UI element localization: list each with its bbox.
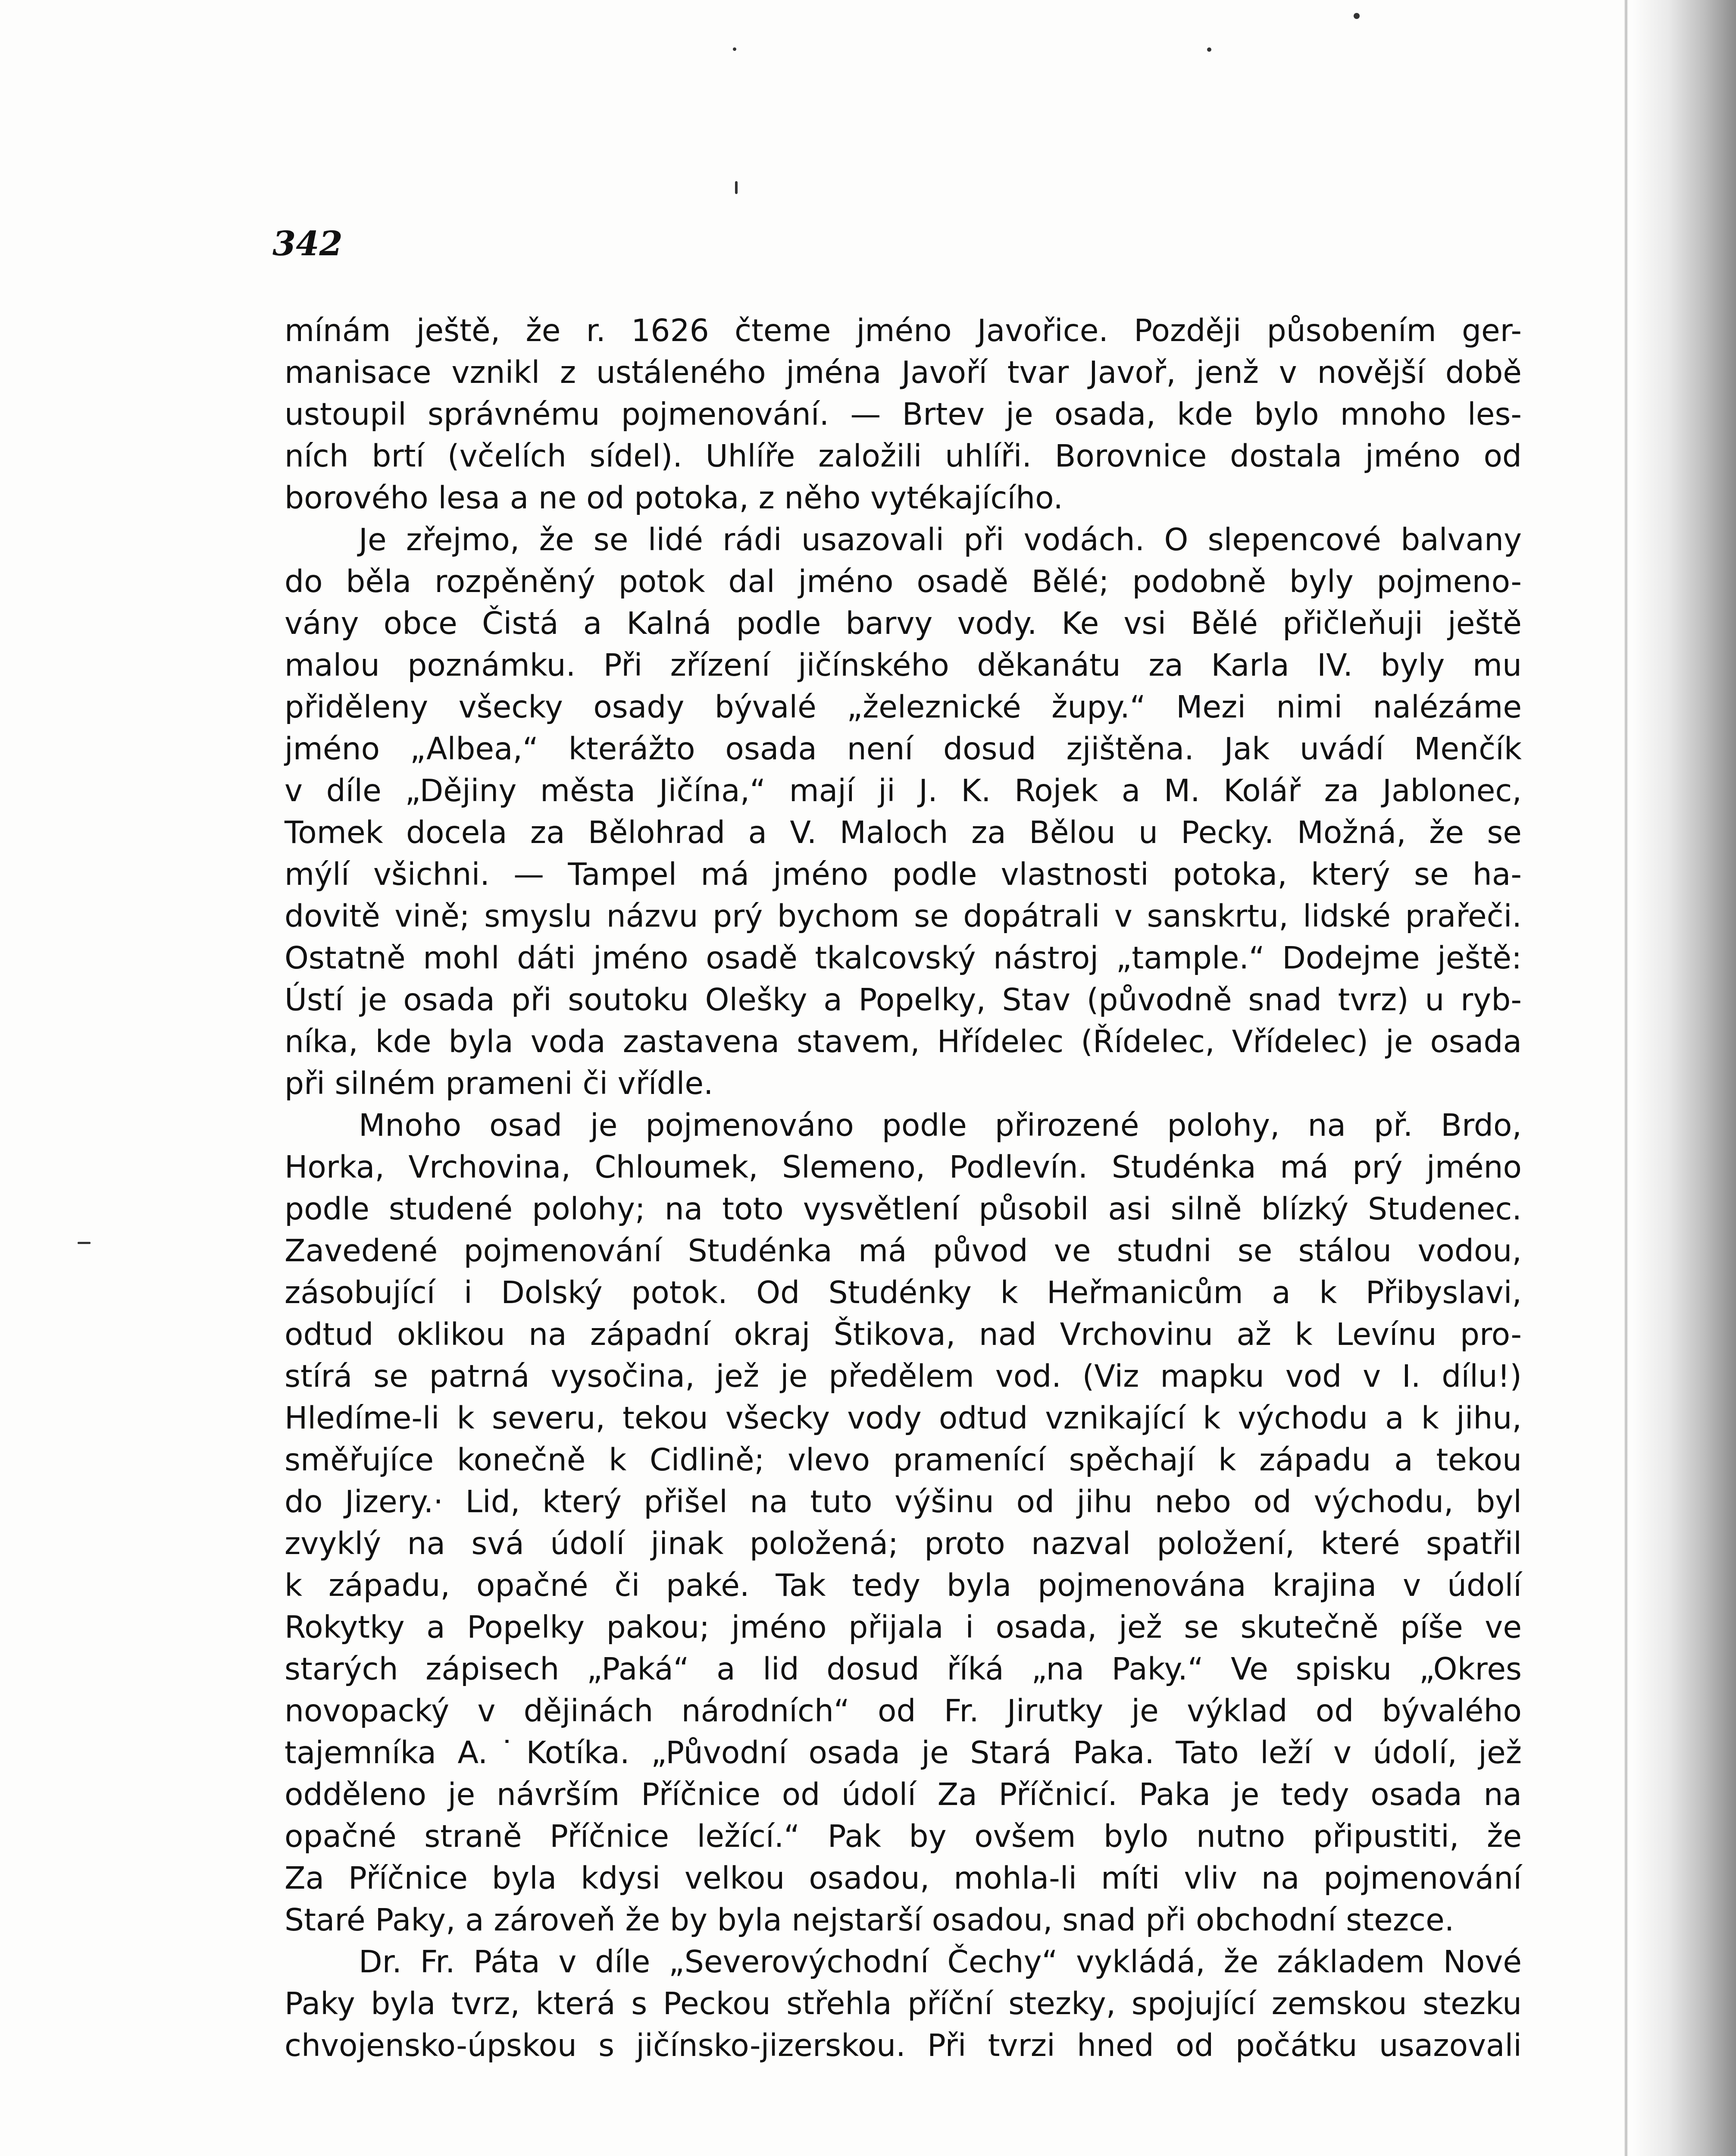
body-text [285, 310, 1522, 2066]
text-line: novopacký v dějinách národních“ od Fr. Jirutky je výklad od bývalého [285, 1693, 1522, 1729]
text-line: Dr. Fr. Páta v díle „Severovýchodní Čechy“ vykládá, že základem Nové [359, 1944, 1522, 1980]
text-line: tajemníka A.˙Kotíka. „Původní osada je Stará Paka. Tato leží v údolí, jež [285, 1735, 1522, 1771]
text-line: chvojensko-úpskou s jičínsko-jizerskou. Při tvrzi hned od počátku usazovali [285, 2028, 1522, 2063]
text-line: manisace vznikl z ustáleného jména Javoří tvar Javoř, jenž v novější době [285, 354, 1522, 390]
text-line: stírá se patrná vysočina, jež je předělem vod. (Viz mapku vod v I. dílu!) [285, 1358, 1522, 1394]
text-line: v díle „Dějiny města Jičína,“ mají ji J. K. Rojek a M. Kolář za Jablonec, [285, 773, 1522, 808]
text-line: přiděleny všecky osady bývalé „železnické župy.“ Mezi nimi nalézáme [285, 689, 1522, 725]
scan-speck [733, 47, 736, 51]
text-line: malou poznámku. Při zřízení jičínského děkanátu za Karla IV. byly mu [285, 647, 1522, 683]
text-line: Za Příčnice byla kdysi velkou osadou, mohla-li míti vliv na pojmenování [285, 1860, 1522, 1896]
text-line: Je zřejmo, že se lidé rádi usazovali při vodách. O slepencové balvany [359, 522, 1522, 558]
text-line: do Jizery.· Lid, který přišel na tuto výšinu od jihu nebo od východu, byl [285, 1484, 1522, 1520]
text-line: Ostatně mohl dáti jméno osadě tkalcovský nástroj „tample.“ Dodejme ještě: [285, 940, 1522, 976]
text-line: borového lesa a ne od potoka, z něho vytékajícího. [285, 480, 1063, 516]
text-line: zásobující i Dolský potok. Od Studénky k Heřmanicům a k Přibyslavi, [285, 1275, 1522, 1310]
scan-speck [735, 181, 738, 194]
text-line: odděleno je návrším Příčnice od údolí Za Příčnicí. Paka je tedy osada na [285, 1777, 1522, 1812]
page-number: 342 [272, 224, 343, 263]
text-line: jméno „Albea,“ kterážto osada není dosud zjištěna. Jak uvádí Menčík [285, 731, 1522, 767]
text-line: Tomek docela za Bělohrad a V. Maloch za Bělou u Pecky. Možná, že se [285, 815, 1522, 850]
text-line: při silném prameni či vřídle. [285, 1065, 713, 1101]
text-line: Mnoho osad je pojmenováno podle přirozené polohy, na př. Brdo, [359, 1107, 1522, 1143]
scan-speck [1207, 47, 1211, 52]
text-line: starých zápisech „Paká“ a lid dosud říká „na Paky.“ Ve spisku „Okres [285, 1651, 1522, 1687]
text-line: níka, kde byla voda zastavena stavem, Hřídelec (Řídelec, Vřídelec) je osada [285, 1024, 1522, 1059]
page-fold-line [1624, 0, 1628, 2156]
page-edge-shadow [1633, 0, 1736, 2156]
text-line: Horka, Vrchovina, Chloumek, Slemeno, Podlevín. Studénka má prý jméno [285, 1149, 1522, 1185]
text-line: Hledíme-li k severu, tekou všecky vody odtud vznikající k východu a k jihu, [285, 1400, 1522, 1436]
text-line: do běla rozpěněný potok dal jméno osadě Bělé; podobně byly pojmeno- [285, 564, 1522, 599]
scan-speck [78, 1242, 91, 1244]
text-line: odtud oklikou na západní okraj Štikova, nad Vrchovinu až k Levínu pro- [285, 1316, 1522, 1352]
text-line: ustoupil správnému pojmenování. — Brtev je osada, kde bylo mnoho les- [285, 396, 1522, 432]
text-line: dovitě vině; smyslu názvu prý bychom se dopátrali v sanskrtu, lidské prařeči. [285, 898, 1522, 934]
text-line: vány obce Čistá a Kalná podle barvy vody. Ke vsi Bělé přičleňuji ještě [285, 605, 1522, 641]
text-line: podle studené polohy; na toto vysvětlení působil asi silně blízký Studenec. [285, 1191, 1522, 1227]
text-line: Rokytky a Popelky pakou; jméno přijala i osada, jež se skutečně píše ve [285, 1609, 1522, 1645]
text-line: ních brtí (včelích sídel). Uhlíře založili uhlíři. Borovnice dostala jméno od [285, 438, 1522, 474]
text-line: mýlí všichni. — Tampel má jméno podle vlastnosti potoka, který se ha- [285, 856, 1522, 892]
text-line: k západu, opačné či paké. Tak tedy byla pojmenována krajina v údolí [285, 1567, 1522, 1603]
text-line: Zavedené pojmenování Studénka má původ ve studni se stálou vodou, [285, 1233, 1522, 1269]
text-line: Paky byla tvrz, která s Peckou střehla příční stezky, spojující zemskou stezku [285, 1986, 1522, 2021]
text-line: Ústí je osada při soutoku Olešky a Popelky, Stav (původně snad tvrz) u ryb- [285, 982, 1522, 1018]
text-line: směřujíce konečně k Cidlině; vlevo pramenící spěchají k západu a tekou [285, 1442, 1522, 1478]
text-line: opačné straně Příčnice ležící.“ Pak by ovšem bylo nutno připustiti, že [285, 1818, 1522, 1854]
text-line: Staré Paky, a zároveň že by byla nejstarší osadou, snad při obchodní stezce. [285, 1902, 1454, 1938]
scan-speck [1354, 13, 1360, 19]
text-line: mínám ještě, že r. 1626 čteme jméno Javořice. Později působením ger- [285, 313, 1522, 348]
text-line: zvyklý na svá údolí jinak položená; proto nazval položení, které spatřil [285, 1526, 1522, 1561]
